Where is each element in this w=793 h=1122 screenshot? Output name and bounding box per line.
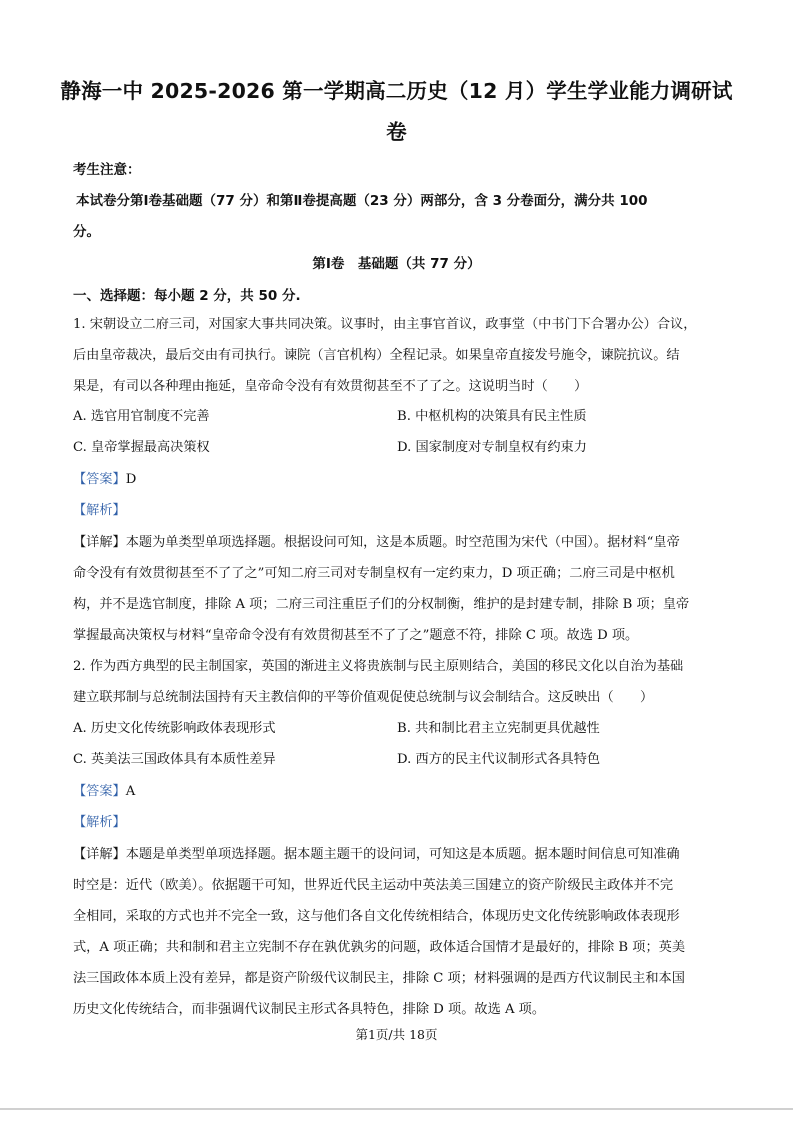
q1-stem-line-1: 1. 宋朝设立二府三司，对国家大事共同决策。议事时，由主事官首议，政事堂（中书门下合署办公）合议， [73, 317, 697, 332]
q1-stem-line-3: 果是，有司以各种理由拖延，皇帝命令没有有效贯彻甚至不了了之。这说明当时（ ） [73, 379, 588, 394]
q2-detail-line-2: 时空是：近代（欧美）。依据题干可知，世界近代民主运动中英法美三国建立的资产阶级民主政体并不完 [73, 878, 674, 893]
q1-option-b: B. 中枢机构的决策具有民主性质 [397, 409, 587, 424]
q2-option-b: B. 共和制比君主立宪制更具优越性 [397, 721, 600, 736]
q2-stem-line-1: 2. 作为西方典型的民主制国家，英国的渐进主义将贵族制与民主原则结合，美国的移民文化以自治为基础 [73, 659, 684, 674]
q2-option-d: D. 西方的民主代议制形式各具特色 [397, 752, 601, 767]
exam-title-line1: 静海一中 2025-2026 第一学期高二历史（12 月）学生学业能力调研试 [60, 79, 733, 103]
q2-detail-line-6: 历史文化传统结合，而非强调代议制民主形式各具特色，排除 D 项。故选 A 项。 [73, 1002, 546, 1017]
q1-detail-line-4: 掌握最高决策权与材料“皇帝命令没有有效贯彻甚至不了了之”题意不符，排除 C 项。故选 D 项。 [73, 628, 639, 643]
part-title: 一、选择题：每小题 2 分，共 50 分. [73, 288, 301, 304]
q1-stem-line-2: 后由皇帝裁决，最后交由有司执行。谏院（言官机构）全程记录。如果皇帝直接发号施令，谏院抗议。结 [73, 348, 680, 363]
q1-option-c: C. 皇帝掌握最高决策权 [73, 440, 210, 455]
q1-answer [73, 470, 136, 490]
q2-detail-line-1: 【详解】本题是单类型单项选择题。据本题主题干的设问词，可知这是本质题。据本题时间信息可知准确 [73, 847, 680, 862]
q2-option-a: A. 历史文化传统影响政体表现形式 [73, 721, 276, 736]
notice-line-2: 分。 [73, 224, 100, 240]
q2-answer [73, 782, 135, 802]
notice-heading: 考生注意： [73, 162, 141, 178]
q1-detail-line-1: 【详解】本题为单类型单项选择题。根据设问可知，这是本质题。时空范围为宋代（中国）。据材料“皇帝 [73, 535, 680, 550]
q1-detail-line-2: 命令没有有效贯彻甚至不了了之”可知二府三司对专制皇权有一定约束力，D 项正确；二府三司是中枢机 [73, 566, 675, 581]
q2-detail-line-5: 法三国政体本质上没有差异，都是资产阶级代议制民主，排除 C 项；材料强调的是西方代议制民主和本国 [73, 971, 685, 986]
q1-detail-line-3: 构，并不是选官制度，排除 A 项；二府三司注重臣子们的分权制衡，维护的是封建专制，排除 B 项；皇帝 [73, 597, 690, 612]
section-title: 第Ⅰ卷 基础题（共 77 分） [312, 256, 481, 272]
q2-option-c: C. 英美法三国政体具有本质性差异 [73, 752, 276, 767]
q1-option-d: D. 国家制度对专制皇权有约束力 [397, 440, 587, 455]
q2-answer-value: A [125, 784, 136, 799]
q2-analysis-label: 【解析】 [73, 815, 126, 830]
q1-answer-label: 【答案】 [73, 472, 126, 487]
page-bottom-divider [0, 1108, 793, 1110]
exam-title-line2: 卷 [386, 120, 407, 144]
q1-answer-value: D [125, 472, 137, 487]
notice-line-1: 本试卷分第Ⅰ卷基础题（77 分）和第Ⅱ卷提高题（23 分）两部分，含 3 分卷面分，满分共 100 [76, 193, 648, 209]
q2-detail-line-4: 式，A 项正确；共和制和君主立宪制不存在孰优孰劣的问题，政体适合国情才是最好的，排除 B 项；英美 [73, 940, 686, 955]
page-number-footer: 第1页/共 18页 [355, 1027, 438, 1042]
q2-stem-line-2: 建立联邦制与总统制法国持有天主教信仰的平等价值观促使总统制与议会制结合。这反映出（ ） [73, 690, 654, 705]
q1-option-a: A. 选官用官制度不完善 [73, 409, 210, 424]
q2-answer-label: 【答案】 [73, 784, 126, 799]
q1-analysis-label: 【解析】 [73, 503, 126, 518]
q2-detail-line-3: 全相同，采取的方式也并不完全一致，这与他们各自文化传统相结合，体现历史文化传统影响政体表现形 [73, 909, 680, 924]
